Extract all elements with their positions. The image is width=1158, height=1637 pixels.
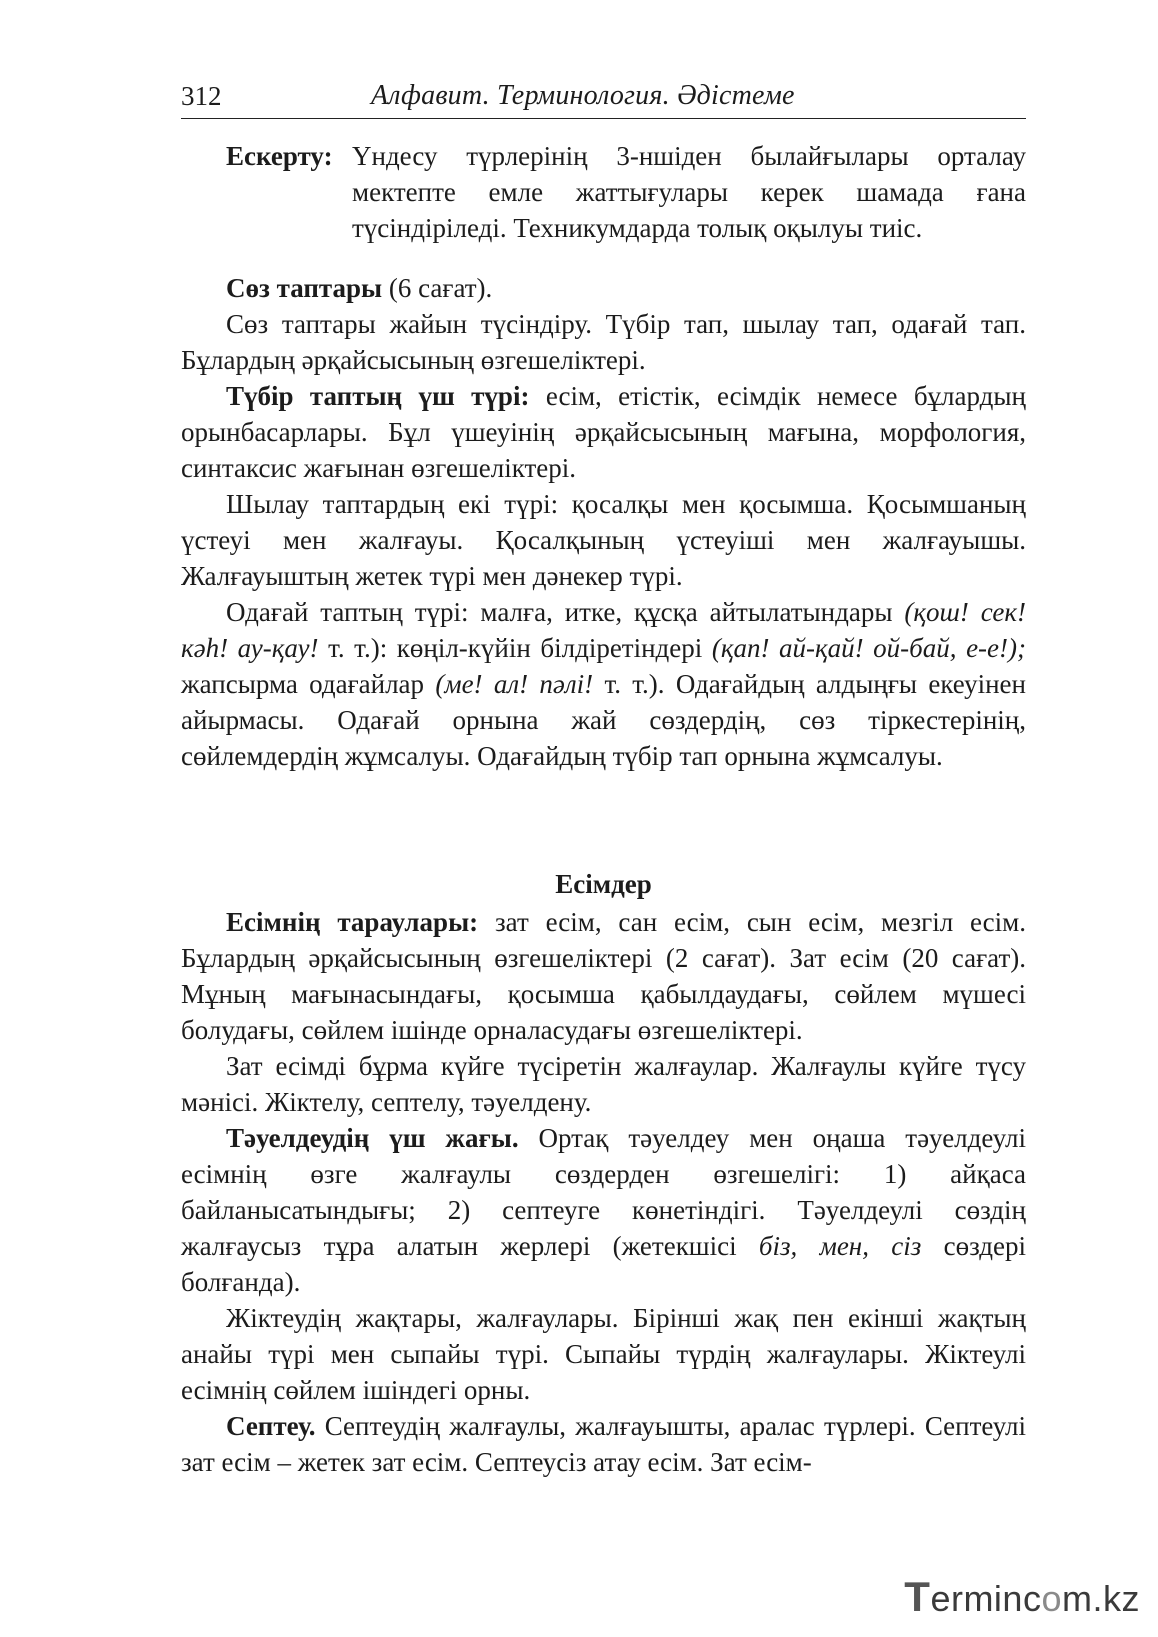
paragraph — [181, 1120, 1026, 1300]
paragraph-text: сөздері болғанда). — [181, 1231, 1026, 1297]
paragraph: Жіктеудің жақтары, жалғаулары. Бірінші жақ пен екінші жақтың анайы түрі мен сыпайы түрі. Сыпайы түрдің жалғаулары. Жіктеулі есімнің сөйлем ішіндегі орны. — [181, 1303, 1026, 1405]
word-classes-hours: (6 сағат). — [382, 273, 493, 303]
italic-example: (ме! ал! пәлі! — [435, 669, 594, 699]
paragraph — [181, 904, 1026, 1048]
watermark-initial: T — [904, 1573, 931, 1620]
running-title: Алфавит. Терминология. Әдістеме — [371, 80, 795, 111]
paragraph-text: т. т.). Одағайдың алдыңғы екеуінен айырмасы. Одағай орнына жай сөздердің, сөз тіркестерінің, сөйлемдердің жұмсалуы. Одағайдың түбір тап орнына жұмсалуы. — [181, 669, 1026, 771]
paragraph-text: Септеудің жалғаулы, жалғауышты, аралас түрлері. Септеулі зат есім – жетек зат есім. Септеусіз атау есім. Зат есім- — [181, 1411, 1026, 1477]
watermark-logo — [904, 1573, 1140, 1620]
bold-term: Есімнің тараулары: — [226, 907, 479, 937]
word-classes-section — [181, 270, 1026, 774]
paragraph — [181, 1408, 1026, 1480]
nouns-section — [181, 904, 1026, 1480]
paragraph: Сөз таптары жайын түсіндіру. Түбір тап, шылау тап, одағай тап. Бұлардың әрқайсысының өзгешеліктері. — [181, 309, 1026, 375]
magnifier-icon: o — [1041, 1578, 1062, 1619]
watermark-text: c — [1022, 1578, 1042, 1619]
paragraph — [181, 378, 1026, 486]
page-header — [181, 78, 1026, 119]
note-label: Ескерту: — [226, 141, 333, 171]
paragraph — [181, 594, 1026, 774]
section-title: Есімдер — [555, 869, 652, 899]
paragraph-text: Ортақ тәуелдеу мен оңаша тәуелдеулі есімнің өзге жалғаулы сөздерден өзгешелігі: 1) айқаса байланысатындығы; 2) септеуге көнетіндігі. Тәуелдеулі сөздің жалғаусыз тұра алатын жерлері (жетекшісі — [181, 1123, 1026, 1261]
note-body: Үндесу түрлерінің 3-ншіден былайғылары орталау мектепте емле жаттығулары керек шамада ғана түсіндіріледі. Техникумдарда толық оқылуы тиіс. — [352, 141, 1026, 243]
bold-term: Тәуелдеудің үш жағы. — [226, 1123, 519, 1153]
page-number: 312 — [181, 81, 222, 111]
paragraph-text: Одағай таптың түрі: малға, итке, құсқа айтылатындары — [226, 597, 905, 627]
word-classes-title: Сөз таптары — [226, 273, 383, 303]
italic-example: (қап! ай-қай! ой-бай, е-е!); — [711, 633, 1026, 663]
paragraph: Шылау таптардың екі түрі: қосалқы мен қосымша. Қосымшаның үстеуі мен жалғауы. Қосалқының үстеуіші мен жалғауышы. Жалғауыштың жетек түрі мен дәнекер түрі. — [181, 489, 1026, 591]
italic-example: біз, мен, сіз — [758, 1231, 922, 1261]
bold-term: Септеу. — [226, 1411, 316, 1441]
paragraph-text: жапсырма одағайлар — [181, 669, 436, 699]
word-classes-heading — [181, 270, 1026, 306]
watermark-text: m.kz — [1062, 1578, 1140, 1619]
paragraph-text: зат есім, сан есім, сын есім, мезгіл есім. Бұлардың әрқайсысының өзгешеліктері (2 сағат). Зат есім (20 сағат). Мұның мағынасындағы, қосымша қабылдаудағы, сөйлем мүшесі болудағы, сөйлем ішінде орналасудағы өзгешеліктері. — [181, 907, 1026, 1045]
italic-example: (қош! сек! кәһ! ау-қау! — [181, 597, 1027, 663]
paragraph-text: есім, етістік, есімдік немесе бұлардың орынбасарлары. Бұл үшеуінің әрқайсысының мағына, морфология, синтаксис жағынан өзгешеліктері. — [181, 381, 1026, 483]
watermark-text: ermin — [930, 1578, 1023, 1619]
paragraph: Зат есімді бұрма күйге түсіретін жалғаулар. Жалғаулы күйге түсу мәнісі. Жіктелу, септелу, тәуелдену. — [181, 1051, 1026, 1117]
bold-term: Түбір таптың үш түрі: — [226, 381, 530, 411]
paragraph-text: т. т.): көңіл-күйін білдіретіндері — [318, 633, 712, 663]
